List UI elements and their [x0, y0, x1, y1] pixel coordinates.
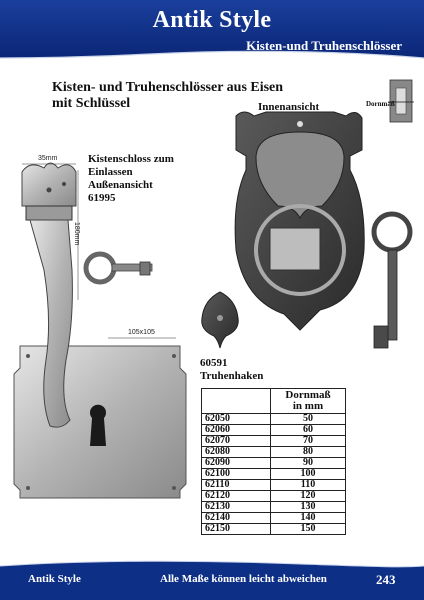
dim-height-label: 180mm — [73, 222, 80, 246]
table-row — [202, 513, 346, 524]
dim-plate-label: 105x105 — [128, 329, 155, 336]
table-row — [202, 491, 346, 502]
table-cell-code: 62050 — [202, 414, 271, 425]
chest-hook-60591 — [202, 292, 239, 348]
table-cell-code: 62150 — [202, 524, 271, 535]
lock-inner-view — [235, 112, 364, 330]
table-cell-value: 150 — [271, 524, 346, 535]
brand-title: Antik Style — [152, 7, 272, 33]
table-row — [202, 447, 346, 458]
table-row — [202, 414, 346, 425]
table-cell-value: 60 — [271, 425, 346, 436]
footer-brand: Antik Style — [28, 573, 81, 585]
table-cell-code: 62130 — [202, 502, 271, 513]
page-number: 243 — [376, 572, 396, 587]
hook-code: 60591 — [200, 357, 228, 369]
table-row — [202, 502, 346, 513]
lock-title-line-1: Kistenschloss zum — [88, 153, 174, 165]
table-header-line-1: Dornmaß — [285, 389, 331, 401]
dim-width-label: 35mm — [38, 155, 58, 162]
heading-line-2: mit Schlüssel — [52, 96, 131, 111]
dornmass-table — [201, 388, 346, 535]
footer-note: Alle Maße können leicht abweichen — [160, 573, 327, 585]
lock-plate-61995 — [14, 163, 186, 498]
category-subtitle: Kisten-und Truhenschlösser — [246, 38, 402, 53]
table-cell-code: 62100 — [202, 469, 271, 480]
table-cell-value: 70 — [271, 436, 346, 447]
table-row — [202, 480, 346, 491]
table-cell-code: 62070 — [202, 436, 271, 447]
table-body — [202, 414, 346, 535]
lock-61995-caption — [88, 153, 174, 205]
table-cell-value: 110 — [271, 480, 346, 491]
hook-name: Truhenhaken — [200, 370, 264, 382]
heading-line-1: Kisten- und Truhenschlösser aus Eisen — [52, 80, 284, 95]
table-cell-value: 80 — [271, 447, 346, 458]
inner-view-label: Innenansicht — [258, 101, 320, 113]
lock-title-line-2: Einlassen — [88, 166, 133, 178]
table-row — [202, 436, 346, 447]
table-header-dornmass — [271, 389, 346, 414]
table-cell-code: 62080 — [202, 447, 271, 458]
table-cell-value: 90 — [271, 458, 346, 469]
table-cell-value: 120 — [271, 491, 346, 502]
lock-title-line-3: Außenansicht — [88, 179, 153, 191]
table-cell-code: 62090 — [202, 458, 271, 469]
table-row — [202, 524, 346, 535]
table-cell-value: 100 — [271, 469, 346, 480]
table-cell-value: 140 — [271, 513, 346, 524]
key-small — [86, 254, 152, 282]
table-row — [202, 469, 346, 480]
table-cell-value: 130 — [271, 502, 346, 513]
hook-60591-caption — [200, 357, 263, 383]
table-cell-code: 62120 — [202, 491, 271, 502]
table-cell-code: 62060 — [202, 425, 271, 436]
table-header-empty — [202, 389, 271, 414]
table-cell-code: 62110 — [202, 480, 271, 491]
table-cell-code: 62140 — [202, 513, 271, 524]
table-cell-value: 50 — [271, 414, 346, 425]
key-tall — [374, 214, 410, 348]
table-row — [202, 458, 346, 469]
dornmass-small-label: Dornmaß — [366, 100, 395, 108]
lock-code: 61995 — [88, 192, 116, 204]
table-header-row — [202, 389, 346, 414]
table-header-line-2: in mm — [292, 400, 324, 412]
table-row — [202, 425, 346, 436]
